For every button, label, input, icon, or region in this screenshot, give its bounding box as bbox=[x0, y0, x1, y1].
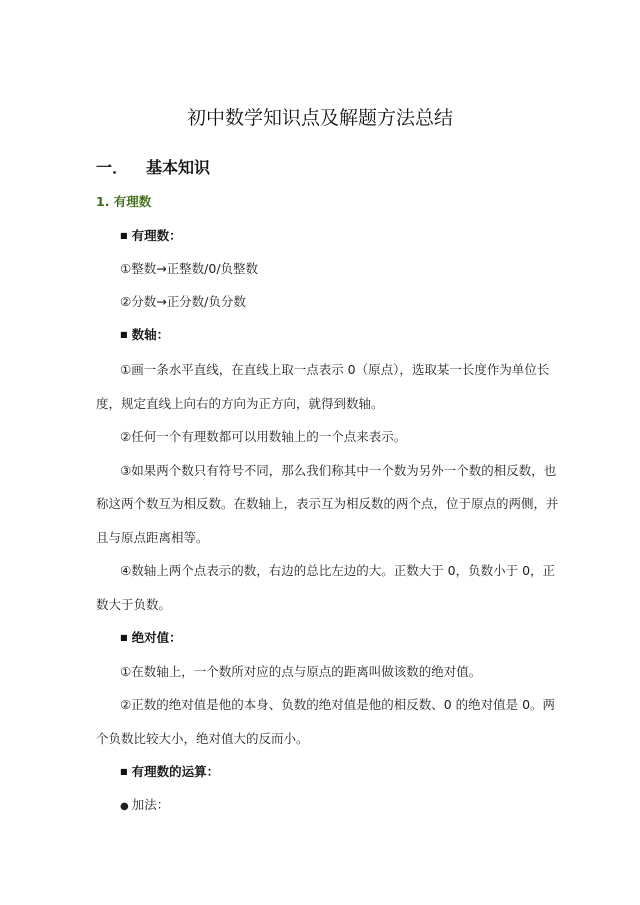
document-title: 初中数学知识点及解题方法总结 bbox=[186, 107, 453, 129]
text-line: ②正数的绝对值是他的本身、负数的绝对值是他的相反数、0 的绝对值是 0。两 bbox=[120, 697, 556, 712]
text-line: ③如果两个数只有符号不同，那么我们称其中一个数为另外一个数的相反数，也 bbox=[120, 463, 557, 478]
text-line: 数大于负数。 bbox=[96, 597, 172, 612]
heading-text: 有理数： bbox=[131, 228, 182, 243]
text-line: 度，规定直线上向右的方向为正方向，就得到数轴。 bbox=[96, 396, 384, 411]
number-axis-heading bbox=[120, 325, 169, 343]
list-item-text: 加法： bbox=[131, 797, 170, 812]
text-line: ①整数→正整数/0/负整数 bbox=[120, 261, 259, 276]
heading-text: 数轴： bbox=[131, 327, 170, 342]
section-number: 一． bbox=[96, 158, 129, 177]
heading-text: 有理数的运算： bbox=[131, 764, 220, 779]
text-line: 称这两个数互为相反数。在数轴上，表示互为相反数的两个点，位于原点的两侧，并 bbox=[96, 496, 559, 511]
text-line: 且与原点距离相等。 bbox=[96, 530, 209, 545]
square-bullet-icon: ■ bbox=[120, 767, 128, 776]
section-heading bbox=[96, 155, 210, 178]
text-line: ②任何一个有理数都可以用数轴上的一个点来表示。 bbox=[120, 429, 407, 444]
square-bullet-icon: ■ bbox=[120, 330, 128, 339]
square-bullet-icon: ■ bbox=[120, 231, 128, 240]
text-line: ④数轴上两个点表示的数，右边的总比左边的大。正数大于 0，负数小于 0，正 bbox=[120, 563, 556, 578]
text-line: ①画一条水平直线，在直线上取一点表示 0（原点），选取某一长度作为单位长 bbox=[120, 362, 550, 377]
text-line: 个负数比较大小，绝对值大的反而小。 bbox=[96, 731, 309, 746]
list-item bbox=[120, 795, 169, 813]
dot-bullet-icon: ● bbox=[120, 801, 129, 812]
operations-heading bbox=[120, 762, 219, 780]
text-line: ②分数→正分数/负分数 bbox=[120, 294, 246, 309]
section-title: 基本知识 bbox=[146, 158, 211, 177]
square-bullet-icon: ■ bbox=[120, 633, 128, 642]
heading-text: 绝对值： bbox=[131, 630, 182, 645]
rational-numbers-heading bbox=[120, 226, 182, 244]
subsection-heading: 1. 有理数 bbox=[96, 194, 152, 209]
text-line: ①在数轴上，一个数所对应的点与原点的距离叫做该数的绝对值。 bbox=[120, 664, 482, 679]
absolute-value-heading bbox=[120, 628, 182, 646]
